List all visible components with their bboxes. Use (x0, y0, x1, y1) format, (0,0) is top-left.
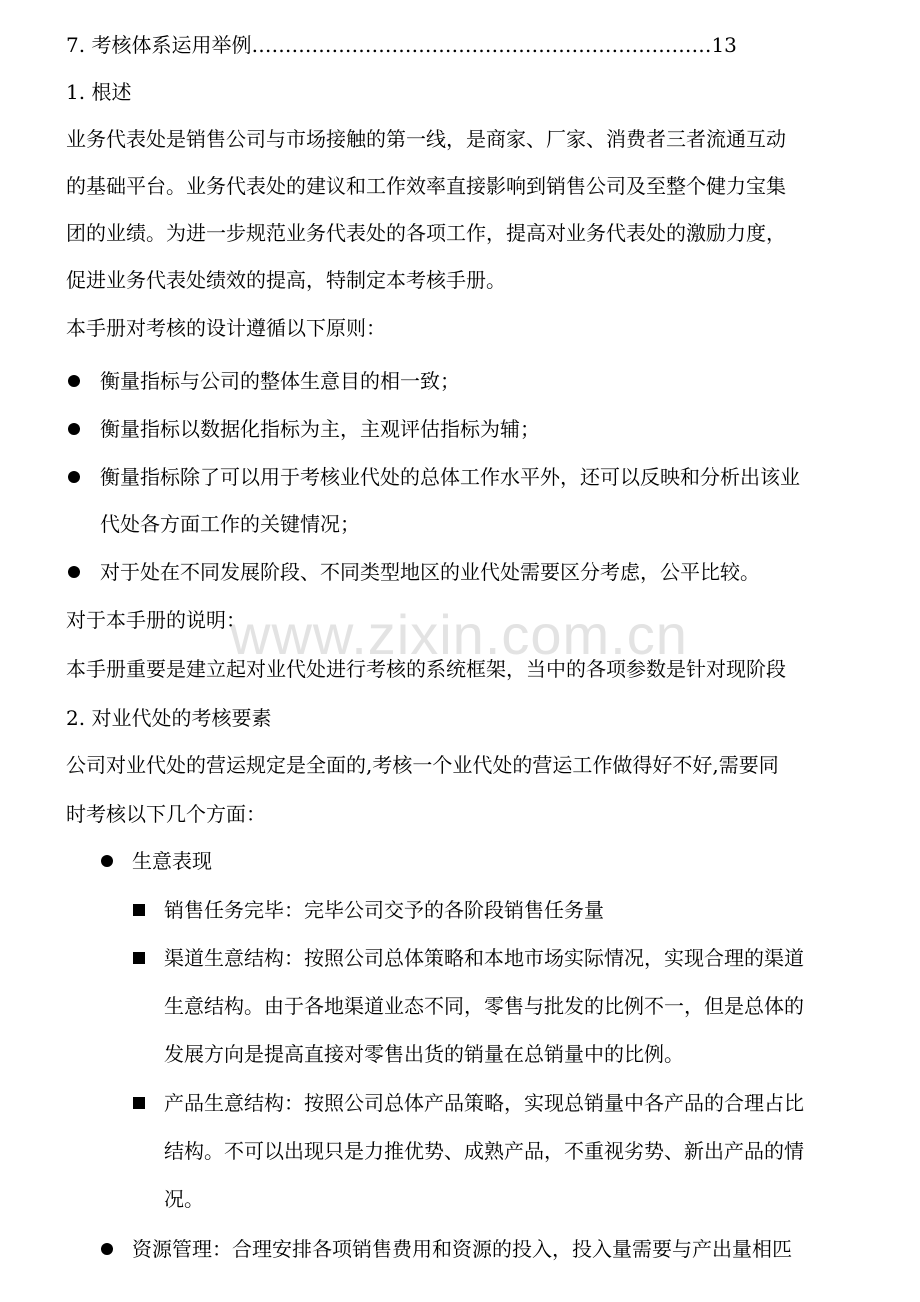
principle-item: 衡量指标以数据化指标为主，主观评估指标为辅； (100, 417, 540, 441)
notes-intro: 对于本手册的说明： (66, 608, 246, 632)
paragraph-line: 促进业务代表处绩效的提高，特制定本考核手册。 (66, 268, 506, 292)
bullet-square-icon (133, 952, 145, 964)
notes-body: 本手册重要是建立起对业代处进行考核的系统框架，当中的各项参数是针对现阶段 (66, 657, 786, 681)
section-heading-1: 1. 根述 (66, 80, 132, 104)
sub-item-continued: 况。 (164, 1187, 204, 1211)
toc-entry: 7. 考核体系运用举例……………………………………………………………13 (66, 33, 737, 57)
paragraph-line: 时考核以下几个方面： (66, 802, 266, 826)
bullet-square-icon (133, 904, 145, 916)
bullet-dot-icon (68, 471, 80, 483)
bullet-dot-icon (101, 1243, 113, 1255)
bullet-square-icon (133, 1097, 145, 1109)
paragraph-line: 的基础平台。业务代表处的建议和工作效率直接影响到销售公司及至整个健力宝集 (66, 174, 786, 198)
bullet-dot-icon (68, 566, 80, 578)
paragraph-line: 团的业绩。为进一步规范业务代表处的各项工作，提高对业务代表处的激励力度， (66, 221, 786, 245)
paragraph-line: 公司对业代处的营运规定是全面的,考核一个业代处的营运工作做得好不好,需要同 (66, 753, 779, 777)
level1-item: 资源管理：合理安排各项销售费用和资源的投入，投入量需要与产出量相匹 (132, 1237, 792, 1261)
section-heading-2: 2. 对业代处的考核要素 (66, 706, 272, 730)
sub-item: 销售任务完毕：完毕公司交予的各阶段销售任务量 (164, 898, 604, 922)
bullet-dot-icon (68, 423, 80, 435)
level1-item: 生意表现 (132, 849, 212, 873)
sub-item-continued: 生意结构。由于各地渠道业态不同，零售与批发的比例不一，但是总体的 (164, 994, 804, 1018)
sub-item: 产品生意结构：按照公司总体产品策略，实现总销量中各产品的合理占比 (164, 1091, 804, 1115)
principle-item-continued: 代处各方面工作的关键情况； (100, 512, 360, 536)
principle-item: 对于处在不同发展阶段、不同类型地区的业代处需要区分考虑，公平比较。 (100, 560, 760, 584)
bullet-dot-icon (101, 855, 113, 867)
sub-item: 渠道生意结构：按照公司总体策略和本地市场实际情况，实现合理的渠道 (164, 946, 804, 970)
bullet-dot-icon (68, 375, 80, 387)
principle-item: 衡量指标与公司的整体生意目的相一致； (100, 369, 460, 393)
sub-item-continued: 发展方向是提高直接对零售出货的销量在总销量中的比例。 (164, 1042, 684, 1066)
principle-item: 衡量指标除了可以用于考核业代处的总体工作水平外，还可以反映和分析出该业 (100, 465, 800, 489)
principles-intro: 本手册对考核的设计遵循以下原则： (66, 316, 386, 340)
paragraph-line: 业务代表处是销售公司与市场接触的第一线，是商家、厂家、消费者三者流通互动 (66, 127, 786, 151)
watermark: www.zixin.com.cn (230, 603, 688, 666)
sub-item-continued: 结构。不可以出现只是力推优势、成熟产品，不重视劣势、新出产品的情 (164, 1139, 804, 1163)
